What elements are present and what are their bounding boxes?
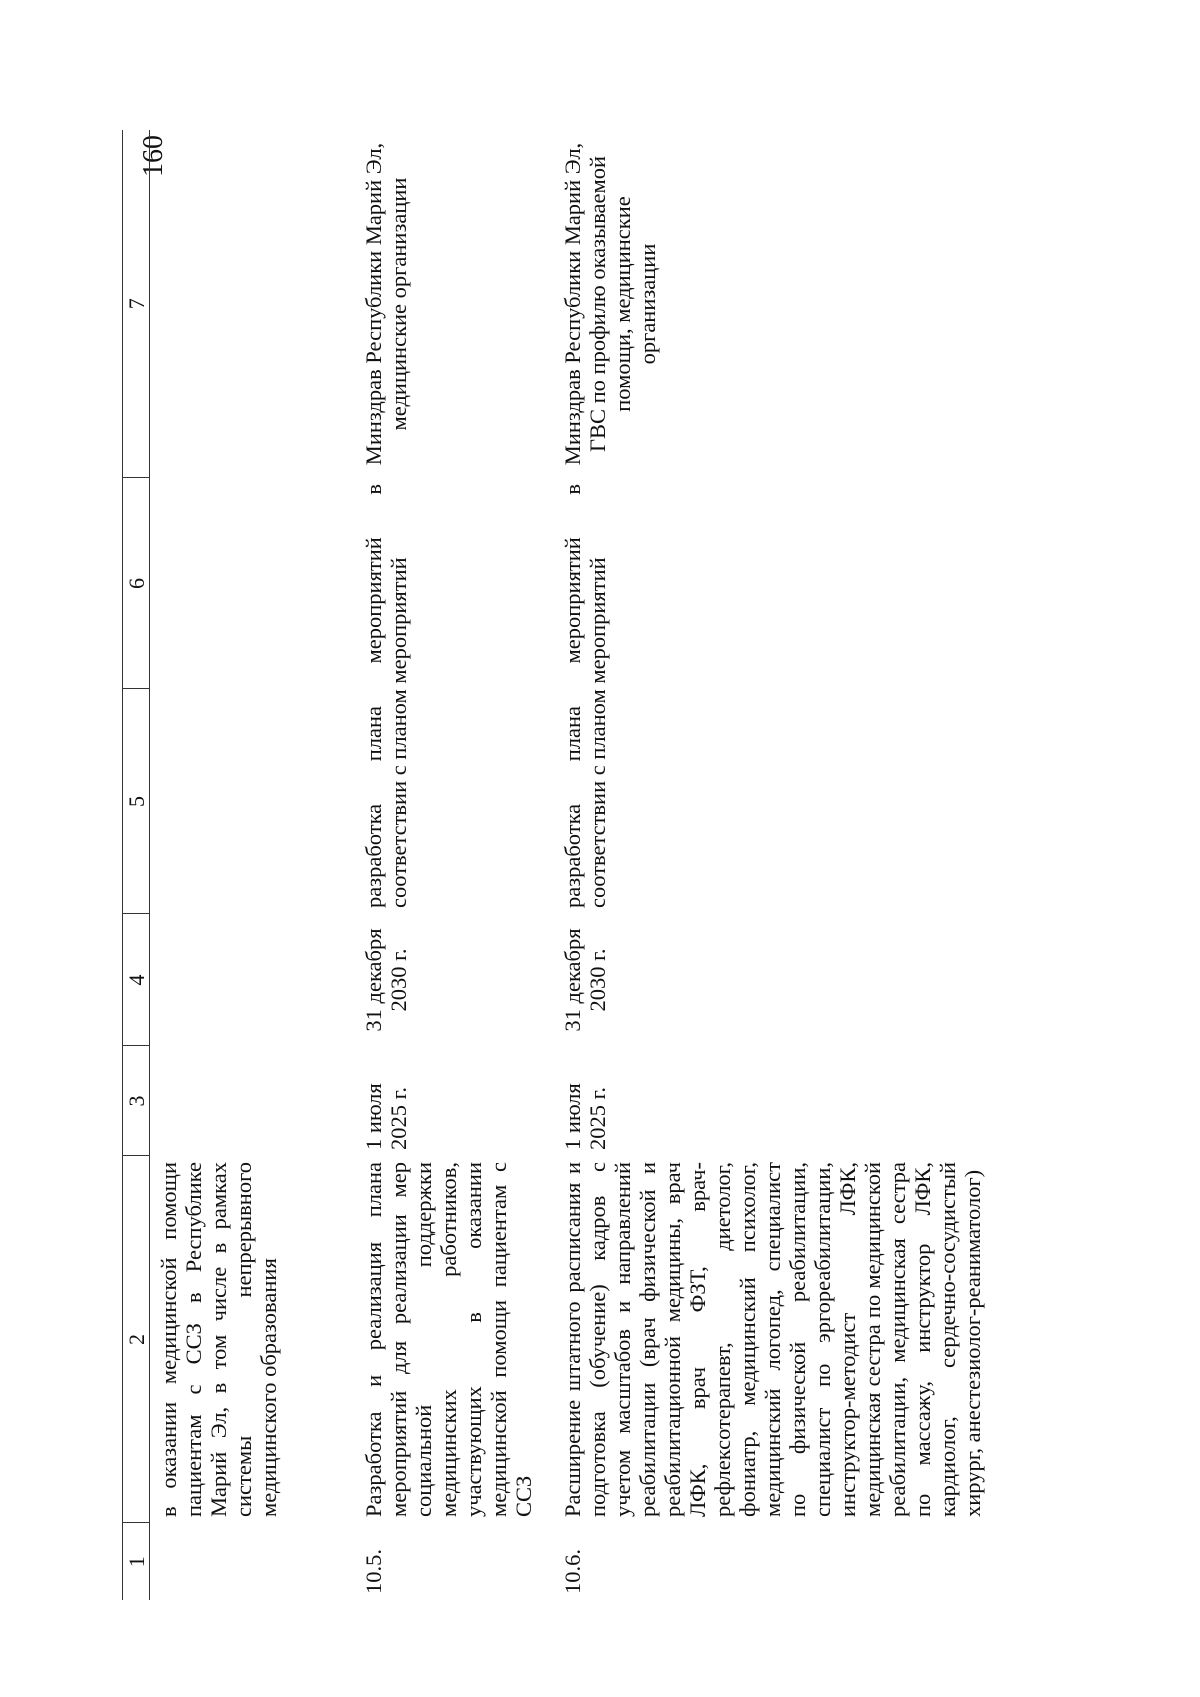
row-description: Расширение штатного расписания и подготовка (обучение) кадров с учетом масштабов и направлений реабилитации (врач физической и реабилитационной медицины, врач ЛФК, врач ФЗТ, врач-рефлексотерапевт, диетолог, фониатр, медицинский психолог, медицинский логопед, специалист по физической реабилитации, специалист по эргореабилитации, инструктор-методист ЛФК, медицинская сестра по медицинской реабилитации, медицинская сестра по массажу, инструктор ЛФК, кардиолог, сердечно-сосудистый хирург, анестезиолог-реаниматолог) bbox=[560, 1162, 985, 1517]
row-responsible: Минздрав Республики Марий Эл, медицинские организации bbox=[361, 142, 411, 466]
row-result bbox=[554, 478, 1003, 914]
row-result-text: разработка плана мероприятий bbox=[361, 537, 386, 908]
row-start-date: 1 июля 2025 г. bbox=[560, 1083, 610, 1150]
column-header-7: 7 bbox=[123, 130, 150, 478]
column-number-header bbox=[123, 130, 150, 1600]
column-header-5: 5 bbox=[123, 689, 150, 914]
row-responsible: Минздрав Республики Марий Эл, ГВС по профилю оказываемой помощи, медицинские организации bbox=[560, 142, 660, 466]
row-end-date: 31 декабря 2030 г. bbox=[560, 928, 610, 1032]
table-row bbox=[355, 130, 554, 1600]
row-result-text: разработка плана мероприятий bbox=[560, 537, 585, 908]
plan-table bbox=[122, 130, 1003, 1600]
column-header-3: 3 bbox=[123, 1046, 150, 1156]
row-description: Разработка и реализация плана мероприятий для реализации мер социальной поддержки медицинских работников, участвующих в оказании медицинской помощи пациентам с ССЗ bbox=[361, 1162, 536, 1517]
row-end-date: 31 декабря 2030 г. bbox=[361, 928, 411, 1032]
continuation-number bbox=[150, 1523, 300, 1600]
row-number: 10.5. bbox=[361, 1549, 386, 1594]
row-result bbox=[355, 478, 554, 914]
table-row bbox=[554, 130, 1003, 1600]
continuation-description: в оказании медицинской помощи пациентам с ССЗ в Республике Марий Эл, в том числе в рамках системы непрерывного медицинского образования bbox=[156, 1162, 281, 1517]
continuation-row bbox=[150, 130, 300, 1600]
row-result-tail: в соответствии с планом мероприятий bbox=[361, 484, 411, 908]
row-number: 10.6. bbox=[560, 1549, 585, 1594]
column-header-1: 1 bbox=[123, 1523, 150, 1600]
column-header-6: 6 bbox=[123, 478, 150, 689]
column-header-4: 4 bbox=[123, 914, 150, 1046]
page-number: 160 bbox=[138, 135, 169, 177]
row-start-date: 1 июля 2025 г. bbox=[361, 1083, 411, 1150]
row-result-tail: в соответствии с планом мероприятий bbox=[560, 484, 610, 908]
column-header-2: 2 bbox=[123, 1156, 150, 1523]
